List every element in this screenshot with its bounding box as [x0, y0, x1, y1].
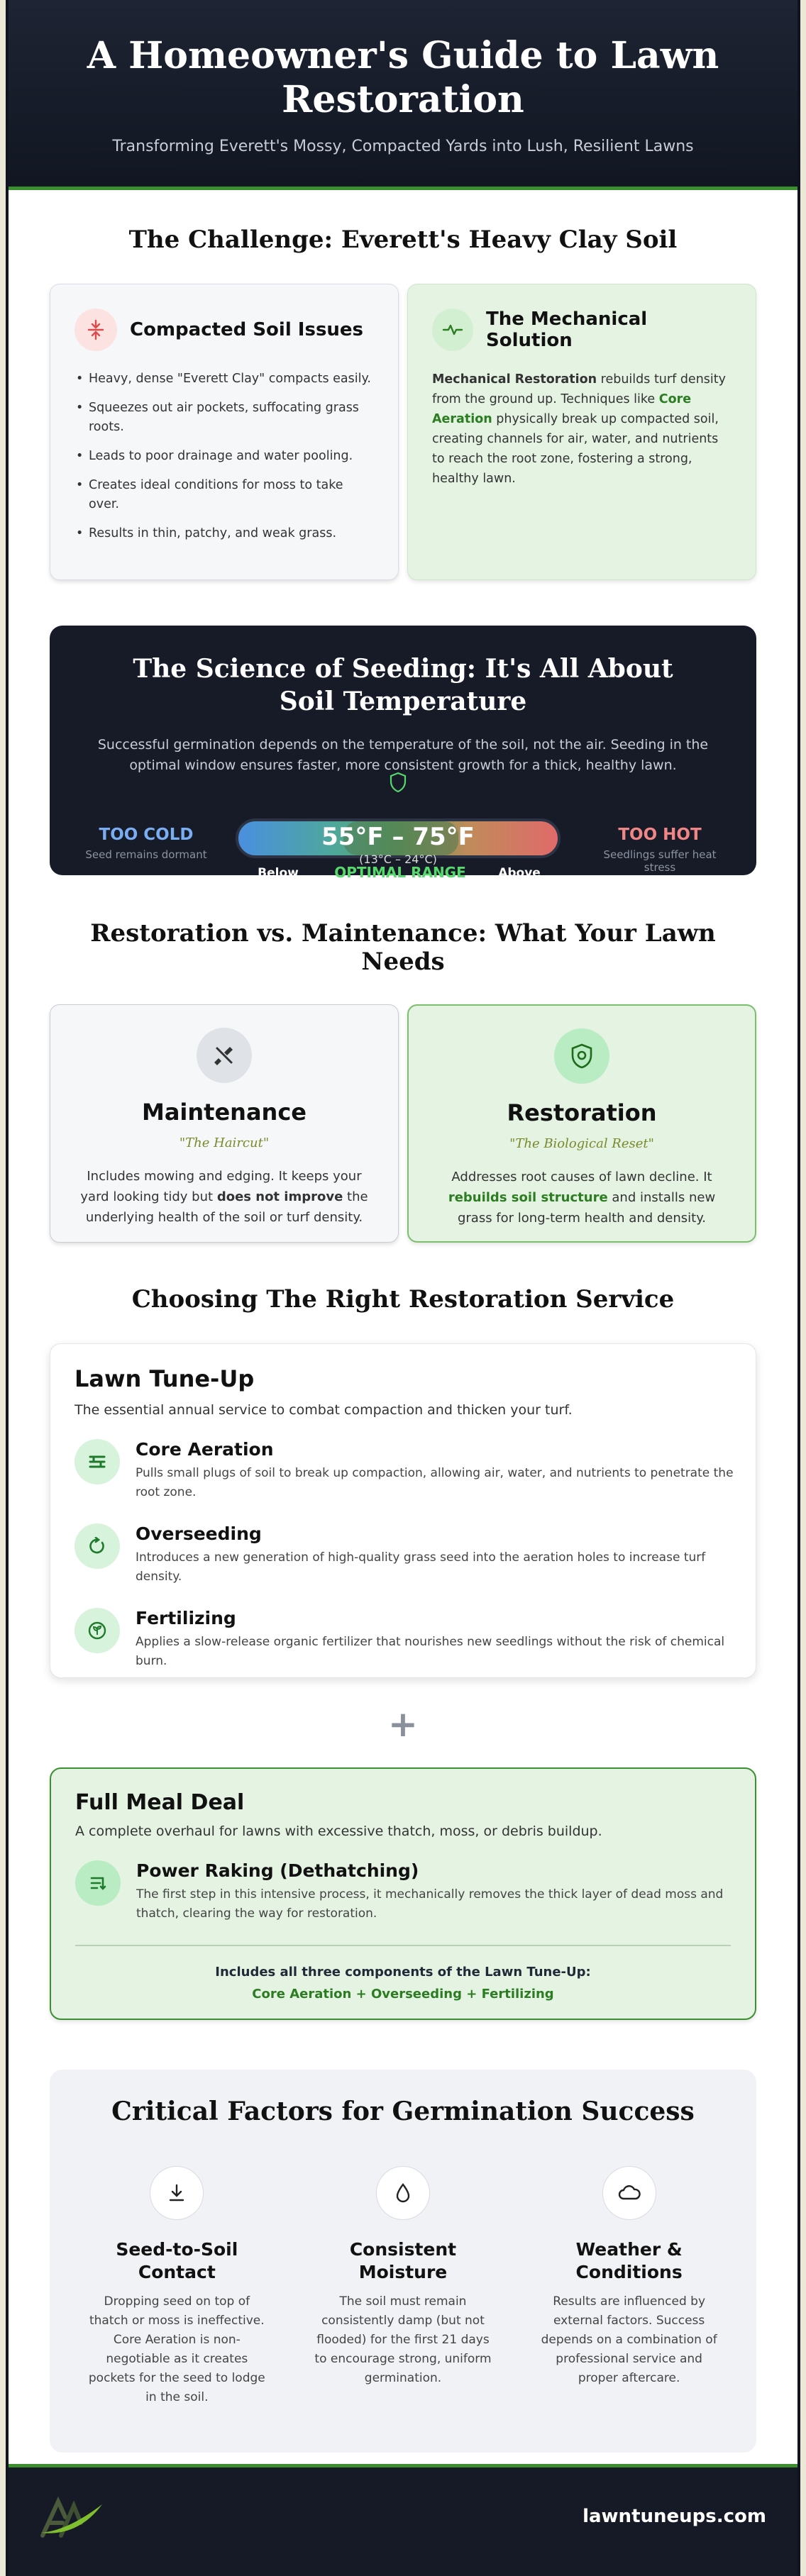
- cloud-icon: [602, 2166, 656, 2220]
- mechanical-restoration-term: Mechanical Restoration: [432, 372, 597, 387]
- temperature-bar: [236, 818, 561, 866]
- includes-note: Includes all three components of the Lawn Tune-Up:: [215, 1965, 591, 1980]
- too-hot-sub: Seedlings suffer heat stress: [603, 848, 717, 874]
- overseeding-desc: Introduces a new generation of high-quality grass seed into the aeration holes to increase turf density.: [136, 1550, 706, 1584]
- optimal-range-value: 55°F – 75°F: [321, 823, 475, 851]
- above-value: 75°F: [504, 884, 535, 899]
- factor-desc: Dropping seed on top of thatch or moss is ineffective. Core Aeration is non-negotiable as it creates pockets for the seed to lodge in the soil.: [88, 2294, 265, 2404]
- footer-site-link[interactable]: lawntuneups.com: [583, 2506, 766, 2527]
- factor-name: [541, 2238, 718, 2284]
- service-item-overseeding: [74, 1523, 732, 1587]
- power-raking-info: [136, 1860, 753, 1923]
- tune-up-heading: Lawn Tune-Up: [74, 1365, 255, 1392]
- restoration-text-part: Addresses root causes of lawn decline. It: [451, 1170, 712, 1184]
- too-cold-sub: Seed remains dormant: [85, 848, 207, 861]
- factor-moisture: [314, 2166, 492, 2407]
- core-aeration-info: [136, 1439, 753, 1502]
- shield-icon: [389, 772, 407, 796]
- too-cold-zone: [75, 826, 217, 861]
- list-item: • Squeezes out air pockets, suffocating grass roots.: [74, 399, 374, 437]
- service-item-core-aeration: [74, 1439, 732, 1502]
- factors-columns: [50, 2166, 756, 2407]
- page: [6, 0, 800, 2576]
- factor-desc: The soil must remain consistently damp (but not flooded) for the first 21 days to encourage strong, uniform germination.: [314, 2294, 492, 2385]
- rvm-title: Restoration vs. Maintenance: What Your Lawn Needs: [90, 919, 716, 976]
- restoration-text: [436, 1167, 727, 1228]
- challenge-title: The Challenge: Everett's Heavy Clay Soil: [128, 226, 678, 254]
- science-section: [50, 626, 756, 899]
- restoration-card: [407, 1004, 756, 1243]
- lawn-tune-up-card: [50, 1343, 756, 1678]
- list-item: • Leads to poor drainage and water pooling.: [74, 447, 374, 466]
- factor-name-line: Consistent: [349, 2239, 457, 2260]
- below-marker: [250, 864, 307, 901]
- power-raking-desc: The first step in this intensive process, it mechanically removes the thick layer of dead moss and thatch, clearing the way for restoration.: [136, 1887, 724, 1921]
- tune-up-lead: The essential annual service to combat compaction and thicken your turf.: [74, 1402, 573, 1418]
- factor-name: [314, 2238, 492, 2284]
- factor-name-line: Weather &: [575, 2239, 683, 2260]
- compacted-soil-card: [50, 284, 399, 580]
- rake-icon: [75, 1860, 121, 1906]
- shield-icon: [554, 1028, 609, 1084]
- maintenance-tag: "The Haircut": [179, 1136, 270, 1150]
- temperature-scale: [50, 804, 756, 899]
- includes-list: Core Aeration + Overseeding + Fertilizing: [252, 1987, 554, 2002]
- science-description: Successful germination depends on the temperature of the soil, not the air. Seeding in the optimal window ensures faster, more consistent growth for a thick, healthy lawn.: [97, 737, 709, 773]
- core-aeration-desc: Pulls small plugs of soil to break up compaction, allowing air, water, and nutrients to penetrate the root zone.: [136, 1466, 734, 1499]
- too-cold-label: TOO COLD: [99, 826, 194, 844]
- factor-desc: Results are influenced by external factors. Success depends on a combination of professional service and proper aftercare.: [541, 2294, 717, 2385]
- challenge-section: [9, 190, 797, 580]
- mechanical-solution-heading: The Mechanical Solution: [486, 309, 648, 351]
- mechanical-solution-card: [407, 284, 756, 580]
- factor-name: [88, 2238, 265, 2284]
- layers-icon: [74, 1439, 120, 1484]
- factor-seed-to-soil: [88, 2166, 265, 2407]
- challenge-cards: [50, 284, 756, 580]
- compacted-soil-heading: Compacted Soil Issues: [130, 319, 364, 340]
- rvm-cards: [50, 1004, 756, 1243]
- factor-name-line: Moisture: [358, 2262, 448, 2282]
- tools-icon: [197, 1028, 252, 1083]
- sprout-icon: [74, 1608, 120, 1653]
- factor-name-line: Contact: [138, 2262, 216, 2282]
- factor-weather: [541, 2166, 718, 2407]
- refresh-icon: [74, 1523, 120, 1569]
- restoration-text-part: and installs new grass for long-term health and density.: [457, 1190, 716, 1226]
- service-item-power-raking: [75, 1860, 731, 1923]
- mechanical-solution-header: [432, 309, 732, 351]
- services-title: Choosing The Right Restoration Service: [131, 1285, 675, 1314]
- compacted-soil-list: [74, 370, 374, 543]
- restoration-tag: "The Biological Reset": [509, 1136, 654, 1151]
- factors-title: Critical Factors for Germination Success: [111, 2097, 695, 2126]
- fertilizing-desc: Applies a slow-release organic fertilizer that nourishes new seedlings without the risk of chemical burn.: [136, 1635, 725, 1668]
- optimal-range-celsius: (13°C – 24°C): [359, 853, 437, 866]
- factors-section: [50, 2070, 756, 2453]
- maintenance-bold: does not improve: [216, 1189, 343, 1204]
- maintenance-card: [50, 1004, 399, 1243]
- above-marker: [491, 864, 548, 901]
- overseeding-info: [136, 1523, 753, 1587]
- logo-icon: [37, 2489, 108, 2546]
- mechanical-solution-text: [432, 370, 732, 489]
- below-value: 55°F: [263, 884, 294, 899]
- plus-icon: +: [388, 1704, 418, 1745]
- maintenance-heading: Maintenance: [141, 1099, 307, 1126]
- science-title: The Science of Seeding: It's All About Soil Temperature: [133, 654, 673, 716]
- list-item: • Creates ideal conditions for moss to take over.: [74, 476, 374, 514]
- fertilizing-info: [136, 1608, 753, 1671]
- compacted-soil-header: [74, 309, 374, 351]
- factor-name-line: Seed-to-Soil: [116, 2239, 238, 2260]
- download-icon: [150, 2166, 204, 2220]
- hero-header: [9, 0, 797, 190]
- core-aeration-name: Core Aeration: [136, 1439, 274, 1460]
- restoration-vs-maintenance-section: [9, 875, 797, 1243]
- pulse-icon: [432, 309, 473, 351]
- list-item: • Results in thin, patchy, and weak grass.: [74, 524, 374, 543]
- page-title: A Homeowner's Guide to Lawn Restoration: [87, 34, 719, 121]
- list-item: • Heavy, dense "Everett Clay" compacts easily.: [74, 370, 374, 389]
- page-subtitle: Transforming Everett's Mossy, Compacted Yards into Lush, Resilient Lawns: [112, 138, 694, 155]
- too-hot-zone: [589, 826, 731, 874]
- above-label: Above: [498, 866, 541, 880]
- below-label: Below: [258, 866, 299, 880]
- fertilizing-name: Fertilizing: [136, 1608, 236, 1628]
- overseeding-name: Overseeding: [136, 1523, 262, 1544]
- full-meal-deal-lead: A complete overhaul for lawns with excessive thatch, moss, or debris buildup.: [75, 1823, 602, 1839]
- maintenance-text-part: the underlying health of the soil or turf density.: [85, 1189, 368, 1225]
- droplet-icon: [376, 2166, 430, 2220]
- services-section: [9, 1243, 797, 2020]
- maintenance-text: [79, 1166, 370, 1228]
- divider: [75, 1945, 731, 1946]
- solution-text-part: physically break up compacted soil, creating channels for air, water, and nutrients to reach the root zone, fostering a strong, healthy lawn.: [432, 412, 719, 486]
- footer: [9, 2464, 797, 2576]
- restoration-heading: Restoration: [507, 1099, 657, 1126]
- full-meal-deal-heading: Full Meal Deal: [75, 1790, 245, 1815]
- restoration-accent: rebuilds soil structure: [448, 1190, 608, 1205]
- maintenance-text-part: Includes mowing and edging. It keeps your yard looking tidy but: [80, 1169, 362, 1204]
- solution-text-part: rebuilds turf density from the ground up. Techniques like: [432, 372, 726, 406]
- too-hot-label: TOO HOT: [618, 826, 702, 844]
- power-raking-name: Power Raking (Dethatching): [136, 1860, 419, 1881]
- full-meal-deal-card: [50, 1767, 756, 2020]
- optimal-range-label: OPTIMAL RANGE: [334, 864, 466, 881]
- compress-icon: [74, 309, 117, 351]
- service-item-fertilizing: [74, 1608, 732, 1671]
- core-aeration-term: Core Aeration: [432, 392, 692, 426]
- factor-name-line: Conditions: [575, 2262, 683, 2282]
